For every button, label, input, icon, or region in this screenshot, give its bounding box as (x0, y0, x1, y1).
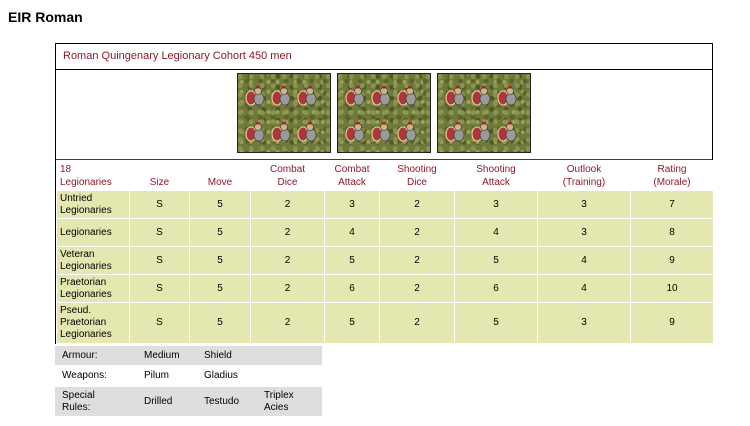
row-name: Pseud. Praetorian Legionaries (57, 303, 130, 344)
header-combat-dice: Combat Dice (251, 161, 325, 191)
shooting-dice-cell: 2 (380, 219, 455, 247)
combat-attack-cell: 5 (325, 303, 380, 344)
equipment-value: Drilled (137, 387, 197, 416)
rating-cell: 8 (631, 219, 714, 247)
size-cell: S (130, 303, 190, 344)
unit-title: Roman Quingenary Legionary Cohort 450 men (56, 44, 712, 70)
equipment-value: Triplex Acies (257, 387, 322, 416)
rating-cell: 9 (631, 303, 714, 344)
soldier-figure (498, 122, 516, 141)
size-cell: S (130, 191, 190, 219)
size-cell: S (130, 275, 190, 303)
equipment-value: Testudo (197, 387, 257, 416)
combat-dice-cell: 2 (251, 219, 325, 247)
soldier-figure (346, 86, 364, 105)
move-cell: 5 (190, 219, 251, 247)
outlook-cell: 3 (538, 219, 631, 247)
soldier-figure (246, 86, 264, 105)
move-cell: 5 (190, 191, 251, 219)
equipment-value (257, 346, 322, 365)
shooting-attack-cell: 5 (455, 303, 538, 344)
rating-cell: 7 (631, 191, 714, 219)
soldier-figure (298, 122, 316, 141)
shooting-attack-cell: 3 (455, 191, 538, 219)
soldier-figure (372, 122, 390, 141)
miniature-images (56, 70, 712, 160)
figures (338, 74, 430, 152)
equipment-value (257, 365, 322, 387)
shooting-dice-cell: 2 (380, 275, 455, 303)
header-shooting-dice: Shooting Dice (380, 161, 455, 191)
row-name: Untried Legionaries (57, 191, 130, 219)
rating-cell: 9 (631, 247, 714, 275)
shooting-attack-cell: 4 (455, 219, 538, 247)
combat-dice-cell: 2 (251, 247, 325, 275)
figures (238, 74, 330, 152)
header-size: Size (130, 161, 190, 191)
combat-attack-cell: 4 (325, 219, 380, 247)
soldier-figure (298, 86, 316, 105)
soldier-figure (246, 122, 264, 141)
size-cell: S (130, 219, 190, 247)
header-move: Move (190, 161, 251, 191)
row-name: Praetorian Legionaries (57, 275, 130, 303)
combat-attack-cell: 3 (325, 191, 380, 219)
stats-row (57, 191, 714, 219)
header-shooting-attack: Shooting Attack (455, 161, 538, 191)
soldier-figure (446, 86, 464, 105)
outlook-cell: 3 (538, 191, 631, 219)
soldier-figure (398, 86, 416, 105)
combat-dice-cell: 2 (251, 191, 325, 219)
equipment-value: Gladius (197, 365, 257, 387)
equipment-row-weapons (55, 365, 322, 387)
stats-row (57, 247, 714, 275)
soldier-figure (446, 122, 464, 141)
combat-dice-cell: 2 (251, 303, 325, 344)
shooting-dice-cell: 2 (380, 303, 455, 344)
unit-card (55, 43, 713, 344)
stats-row (57, 219, 714, 247)
header-unit: 18 Legionaries (57, 161, 130, 191)
page-title: EIR Roman (8, 9, 83, 25)
equipment-label: Weapons: (55, 365, 137, 387)
header-outlook: Outlook (Training) (538, 161, 631, 191)
combat-dice-cell: 2 (251, 275, 325, 303)
stats-row (57, 275, 714, 303)
outlook-cell: 3 (538, 303, 631, 344)
equipment-label: Armour: (55, 346, 137, 365)
rating-cell: 10 (631, 275, 714, 303)
combat-attack-cell: 6 (325, 275, 380, 303)
soldier-figure (272, 122, 290, 141)
soldier-figure (472, 122, 490, 141)
figures (438, 74, 530, 152)
equipment-table (55, 346, 322, 416)
miniature-base-icon (337, 73, 431, 153)
soldier-figure (472, 86, 490, 105)
soldier-figure (346, 122, 364, 141)
move-cell: 5 (190, 275, 251, 303)
shooting-attack-cell: 5 (455, 247, 538, 275)
equipment-row-armour (55, 346, 322, 365)
equipment-value: Medium (137, 346, 197, 365)
outlook-cell: 4 (538, 247, 631, 275)
soldier-figure (272, 86, 290, 105)
equipment-value: Shield (197, 346, 257, 365)
shooting-attack-cell: 6 (455, 275, 538, 303)
miniature-base-icon (437, 73, 531, 153)
move-cell: 5 (190, 303, 251, 344)
header-rating: Rating (Morale) (631, 161, 714, 191)
equipment-row-special-rules (55, 387, 322, 416)
soldier-figure (372, 86, 390, 105)
soldier-figure (398, 122, 416, 141)
shooting-dice-cell: 2 (380, 191, 455, 219)
stats-row (57, 303, 714, 344)
miniature-base-icon (237, 73, 331, 153)
stats-table (56, 160, 714, 344)
row-name: Legionaries (57, 219, 130, 247)
header-row (57, 161, 714, 191)
move-cell: 5 (190, 247, 251, 275)
outlook-cell: 4 (538, 275, 631, 303)
shooting-dice-cell: 2 (380, 247, 455, 275)
size-cell: S (130, 247, 190, 275)
equipment-value: Pilum (137, 365, 197, 387)
combat-attack-cell: 5 (325, 247, 380, 275)
row-name: Veteran Legionaries (57, 247, 130, 275)
equipment-label: Special Rules: (55, 387, 137, 416)
header-combat-attack: Combat Attack (325, 161, 380, 191)
soldier-figure (498, 86, 516, 105)
